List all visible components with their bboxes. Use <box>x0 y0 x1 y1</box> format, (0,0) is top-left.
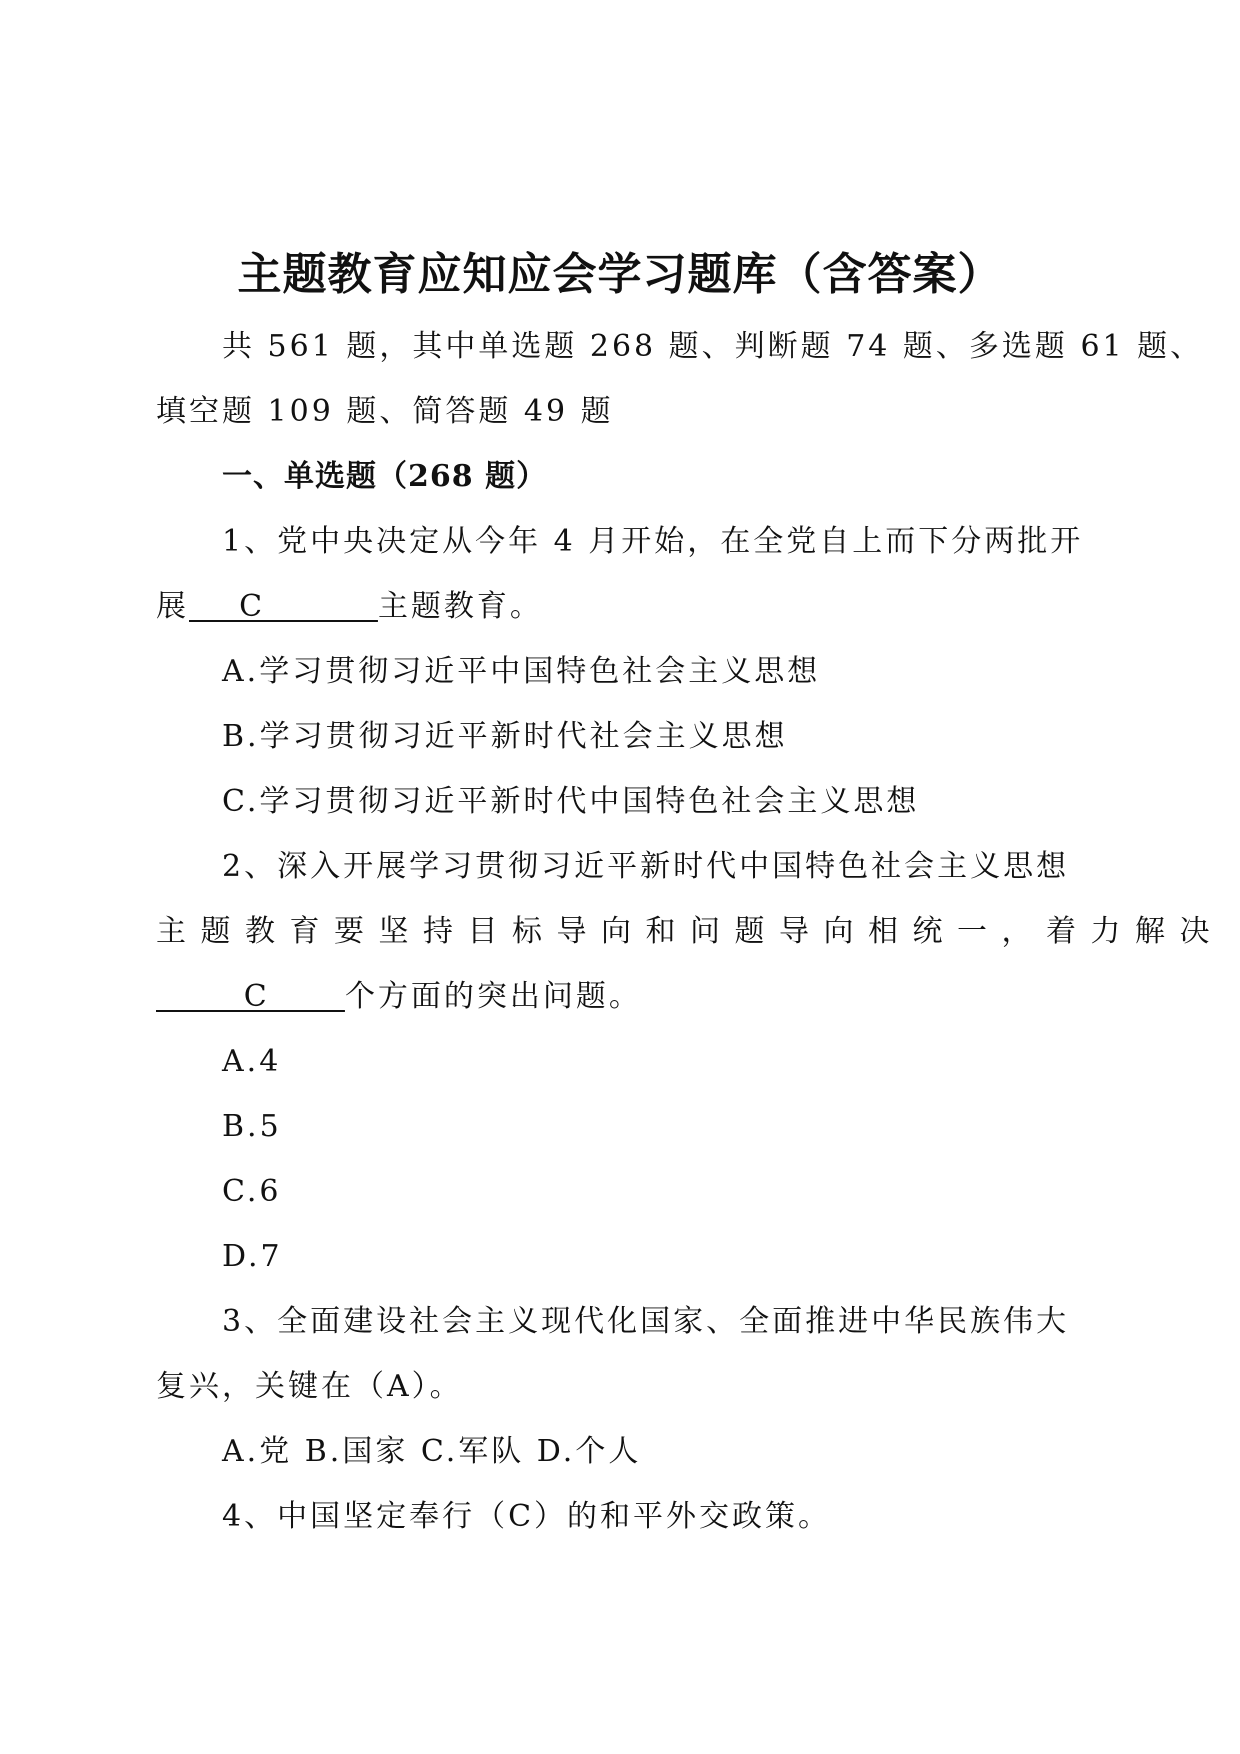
q1-line-2-pre: 展 <box>156 589 189 624</box>
intro-line-2: 填空题 109 题、简答题 49 题 <box>156 394 614 429</box>
q1-option-b: B.学习贯彻习近平新时代社会主义思想 <box>222 719 788 754</box>
q1-line-2 <box>156 585 543 629</box>
q1-option-c: C.学习贯彻习近平新时代中国特色社会主义思想 <box>222 784 920 819</box>
intro-line-1: 共 561 题，其中单选题 268 题、判断题 74 题、多选题 61 题、 <box>222 329 1204 364</box>
q2-line-3 <box>156 975 642 1019</box>
q2-line-1: 2、深入开展学习贯彻习近平新时代中国特色社会主义思想 <box>222 849 1070 884</box>
q2-option-b: B.5 <box>222 1109 282 1144</box>
q4-line-1: 4、中国坚定奉行（C）的和平外交政策。 <box>222 1499 832 1534</box>
q2-line-3-post: 个方面的突出问题。 <box>344 979 642 1014</box>
section-heading-single-choice: 一、单选题（268 题） <box>222 459 548 494</box>
q1-answer-blank: C <box>189 589 378 624</box>
q1-line-2-post: 主题教育。 <box>377 589 543 624</box>
q2-option-d: D.7 <box>222 1239 283 1274</box>
q1-option-a: A.学习贯彻习近平中国特色社会主义思想 <box>222 654 821 689</box>
q3-line-1: 3、全面建设社会主义现代化国家、全面推进中华民族伟大 <box>222 1304 1070 1339</box>
document-title: 主题教育应知应会学习题库（含答案） <box>237 249 1003 300</box>
q2-option-a: A.4 <box>222 1044 282 1079</box>
q2-option-c: C.6 <box>222 1174 282 1209</box>
q3-line-2: 复兴，关键在（A）。 <box>156 1369 463 1404</box>
q2-answer-blank: C <box>156 979 345 1014</box>
q2-line-2: 主题教育要坚持目标导向和问题导向相统一，着力解决 <box>156 914 1224 949</box>
q3-options: A.党 B.国家 C.军队 D.个人 <box>222 1434 642 1469</box>
q1-line-1: 1、党中央决定从今年 4 月开始，在全党自上而下分两批开 <box>222 524 1084 559</box>
